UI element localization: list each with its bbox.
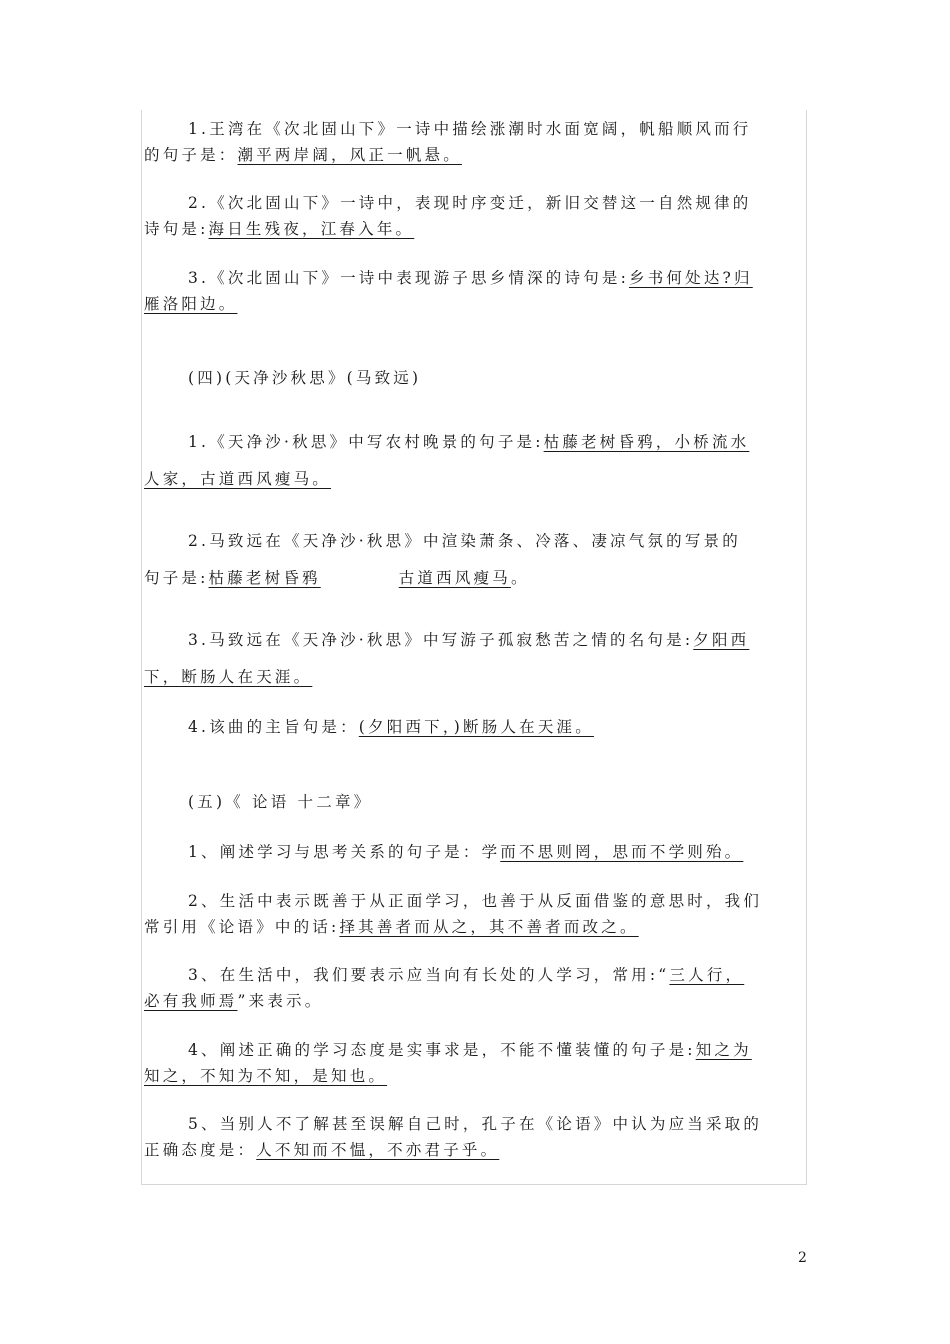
question-text: 。	[510, 569, 530, 587]
s5-q3-line2	[144, 991, 808, 1011]
s4-q4-line	[188, 717, 808, 737]
question-text: 4.该曲的主旨句是：	[188, 718, 359, 736]
s4-q1-line2	[144, 469, 808, 489]
answer-text: (夕阳西下，)断肠人在天涯。	[358, 718, 594, 736]
answer-text: 枯藤老树昏鸦，小桥流水	[543, 433, 750, 451]
s3-q1-line2	[144, 145, 808, 165]
s3-q2-line2	[144, 219, 808, 239]
question-text: 正确态度是：	[144, 1141, 257, 1159]
s5-q3-line1	[188, 965, 808, 985]
answer-text: 人不知而不愠，不亦君子乎。	[256, 1141, 500, 1159]
question-text: 的句子是：	[144, 146, 238, 164]
answer-text: 乡书何处达?归	[629, 269, 753, 287]
s3-q1-line1: 1.王湾在《次北固山下》一诗中描绘涨潮时水面宽阔，帆船顺风而行	[188, 120, 752, 138]
s4-q1-line1	[188, 432, 808, 452]
answer-text: 而不思则罔，思而不学则殆。	[500, 843, 744, 861]
question-text: 3.《次北固山下》一诗中表现游子思乡情深的诗句是:	[188, 269, 630, 287]
answer-text: 枯藤老树昏鸦	[208, 569, 321, 587]
question-text: 诗句是:	[144, 220, 209, 238]
question-text: 1.《天净沙·秋思》中写农村晚景的句子是:	[188, 433, 544, 451]
s5-q2-line2	[144, 917, 808, 937]
answer-text: 人家，古道西风瘦马。	[144, 470, 332, 488]
question-text: ”来表示。	[237, 992, 324, 1010]
answer-text: 三人行，	[669, 966, 745, 984]
question-text: 3.马致远在《天净沙·秋思》中写游子孤寂愁苦之情的名句是:	[188, 631, 694, 649]
s5-q5-line2	[144, 1140, 808, 1160]
s5-q4-line1	[188, 1040, 808, 1060]
question-text: 句子是:	[144, 569, 209, 587]
question-text: 4、阐述正确的学习态度是实事求是，不能不懂装懂的句子是:	[188, 1041, 696, 1059]
section4-heading: (四)(天净沙秋思》(马致远)	[188, 369, 422, 387]
answer-text: 知之，不知为不知，是知也。	[144, 1067, 388, 1085]
s3-q3-line2	[144, 294, 808, 314]
question-text: 1、阐述学习与思考关系的句子是：学	[188, 843, 501, 861]
s4-q2-line2	[144, 568, 808, 588]
answer-text: 必有我师焉	[144, 992, 238, 1010]
s4-q3-line2	[144, 667, 808, 687]
s4-q2-line1: 2.马致远在《天净沙·秋思》中渲染萧条、冷落、凄凉气氛的写景的	[188, 532, 741, 550]
question-text: 3、在生活中，我们要表示应当向有长处的人学习，常用:“	[188, 966, 670, 984]
answer-text: 潮平两岸阔，风正一帆悬。	[237, 146, 462, 164]
page-number: 2	[798, 1250, 807, 1266]
s5-q4-line2	[144, 1066, 808, 1086]
s5-q5-line1: 5、当别人不了解甚至误解自己时，孔子在《论语》中认为应当采取的	[188, 1115, 763, 1133]
s5-q2-line1: 2、生活中表示既善于从正面学习，也善于从反面借鉴的意思时，我们	[188, 892, 763, 910]
s4-q3-line1	[188, 630, 808, 650]
answer-text: 知之为	[695, 1041, 752, 1059]
answer-text: 古道西风瘦马	[398, 569, 511, 587]
answer-text: 雁洛阳边。	[144, 295, 238, 313]
answer-text: 海日生残夜，江春入年。	[208, 220, 415, 238]
s5-q1-line	[188, 842, 808, 862]
answer-text: 夕阳西	[693, 631, 750, 649]
s3-q2-line1: 2.《次北固山下》一诗中，表现时序变迁，新旧交替这一自然规律的	[188, 194, 752, 212]
section5-heading: (五)《 论语 十二章》	[188, 793, 373, 811]
question-text: 常引用《论语》中的话:	[144, 918, 340, 936]
answer-text: 择其善者而从之，其不善者而改之。	[339, 918, 639, 936]
s3-q3-line1	[188, 268, 808, 288]
answer-text: 下，断肠人在天涯。	[144, 668, 313, 686]
